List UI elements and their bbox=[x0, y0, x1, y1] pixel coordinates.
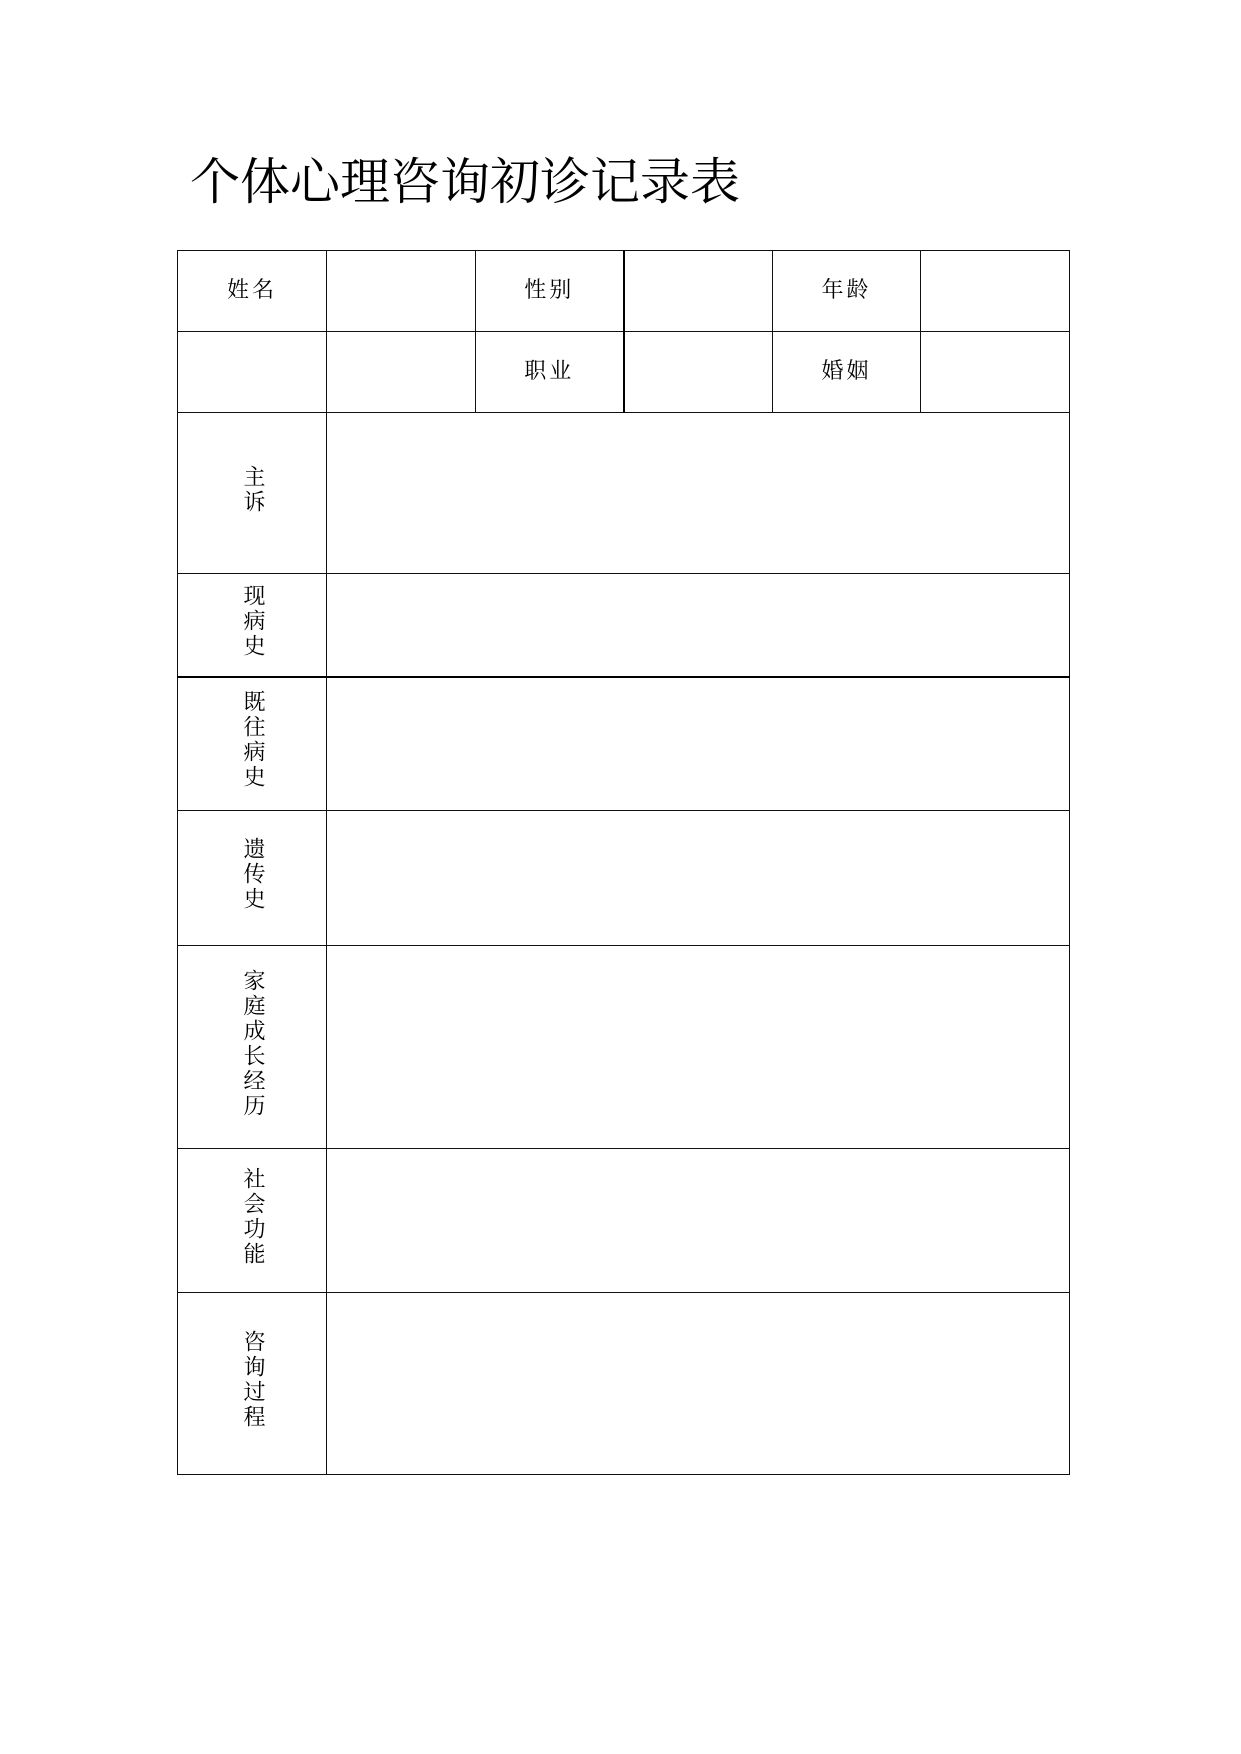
blank-label-cell bbox=[178, 332, 327, 413]
chief-complaint-field bbox=[327, 413, 1070, 574]
family-genetic-history-label: 遗传史 bbox=[240, 837, 265, 912]
table-row bbox=[178, 413, 1070, 574]
gender-label: 性别 bbox=[524, 278, 575, 303]
table-row bbox=[178, 332, 1070, 413]
counseling-process-field bbox=[327, 1293, 1070, 1475]
marital-status-value-cell bbox=[921, 332, 1070, 413]
marital-status-label-cell bbox=[773, 332, 921, 413]
past-history-label: 既往病史 bbox=[240, 690, 265, 791]
table-row bbox=[178, 946, 1070, 1149]
counseling-process-label: 咨询过程 bbox=[240, 1330, 265, 1430]
chief-complaint-label-cell bbox=[178, 413, 327, 574]
family-genetic-history-field bbox=[327, 811, 1070, 946]
blank-value-cell bbox=[327, 332, 476, 413]
name-value-cell bbox=[327, 251, 476, 332]
table-row bbox=[178, 1149, 1070, 1293]
social-function-field bbox=[327, 1149, 1070, 1293]
counseling-process-label-cell bbox=[178, 1293, 327, 1475]
present-illness-label-cell bbox=[178, 574, 327, 677]
page-title: 个体心理咨询初诊记录表 bbox=[190, 153, 740, 211]
family-genetic-history-label-cell bbox=[178, 811, 327, 946]
marital-status-label: 婚姻 bbox=[821, 359, 872, 384]
table-row bbox=[178, 1293, 1070, 1475]
table-row bbox=[178, 574, 1070, 677]
past-history-field bbox=[327, 677, 1070, 811]
age-value-cell bbox=[921, 251, 1070, 332]
age-label: 年龄 bbox=[821, 278, 872, 303]
past-history-label-cell bbox=[178, 677, 327, 811]
table-row bbox=[178, 811, 1070, 946]
upbringing-history-label: 家庭成长经历 bbox=[240, 968, 265, 1119]
social-function-label: 社会功能 bbox=[240, 1167, 265, 1267]
occupation-label: 职业 bbox=[524, 359, 575, 384]
table-row bbox=[178, 677, 1070, 811]
chief-complaint-label: 主诉 bbox=[240, 464, 265, 515]
present-illness-field bbox=[327, 574, 1070, 677]
intake-record-table bbox=[177, 250, 1070, 1475]
name-label: 姓名 bbox=[226, 278, 277, 303]
occupation-label-cell bbox=[476, 332, 624, 413]
occupation-value-cell bbox=[624, 332, 773, 413]
table-row bbox=[178, 251, 1070, 332]
present-illness-label: 现病史 bbox=[240, 583, 265, 659]
gender-value-cell bbox=[624, 251, 773, 332]
social-function-label-cell bbox=[178, 1149, 327, 1293]
name-label-cell bbox=[178, 251, 327, 332]
upbringing-history-label-cell bbox=[178, 946, 327, 1149]
upbringing-history-field bbox=[327, 946, 1070, 1149]
gender-label-cell bbox=[476, 251, 624, 332]
age-label-cell bbox=[773, 251, 921, 332]
